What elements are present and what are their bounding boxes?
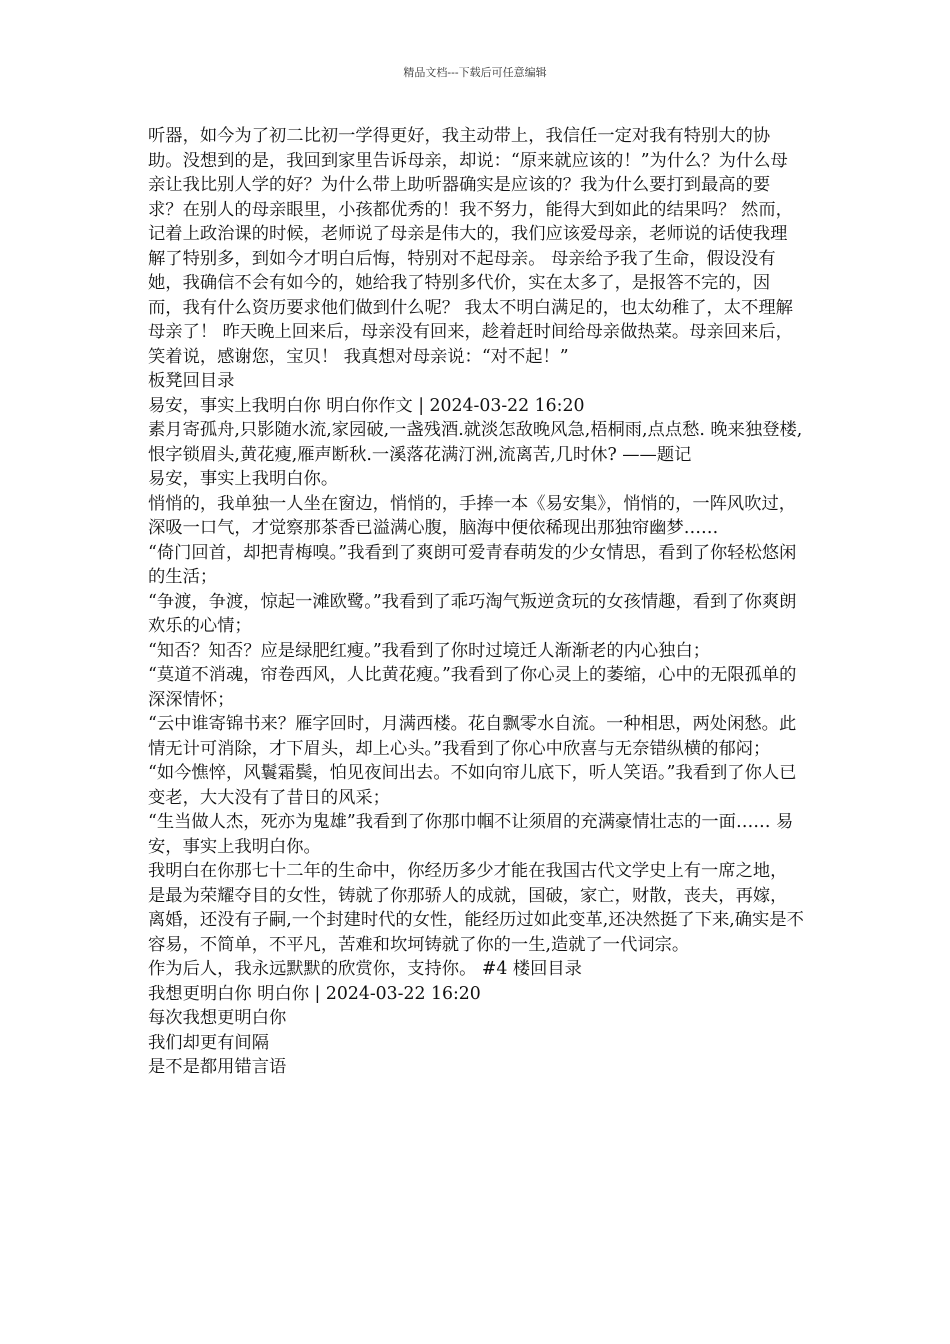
quote-paragraph: “生当做人杰，死亦为鬼雄”我看到了你那巾帼不让须眉的充满豪情壮志的一面…… 易安，事实上我明白你。 (148, 812, 794, 857)
quote-paragraph: “争渡，争渡，惊起一滩欧鹭。”我看到了乖巧淘气叛逆贪玩的女孩情趣，看到了你爽朗欢乐的心情； (148, 591, 797, 636)
page-header: 精品文档---下载后可任意编辑 (403, 66, 547, 79)
floor-back-to-toc-line: 作为后人，我永远默默的欣赏你，支持你。 #4 楼回目录 (148, 959, 582, 979)
quote-paragraph: “知否？知否？应是绿肥红瘦。”我看到了你时过境迁人渐渐老的内心独白； (148, 640, 711, 661)
paragraph: 我明白在你那七十二年的生命中，你经历多少才能在我国古代文学史上有一席之地，是最为荣耀夺目的女性，铸就了你那骄人的成就，国破，家亡，财散，丧夫，再嫁，离婚，还没有子嗣,一个封建时代的女性，能经历过如此变革,还决然挺了下来,确实是不容易，不简单，不平凡，苦难和坎坷铸就了你的一生,造就了一代词宗。 (148, 861, 804, 955)
poem-line: 是不是都用错言语 (148, 1057, 287, 1077)
article-title-line: 我想更明白你 明白你 | 2024-03-22 16:20 (148, 983, 481, 1004)
epigraph-paragraph: 素月寄孤舟,只影随水流,家园破,一盏残酒.就淡怎敌晚风急,梧桐雨,点点愁. 晚来独登楼,恨字锁眉头,黄花瘦,雁声断秋.一溪落花满汀洲,流离苦,几时休? ——题记 (148, 420, 803, 465)
quote-paragraph: “莫道不消魂，帘卷西风，人比黄花瘦。”我看到了你心灵上的萎缩，心中的无限孤单的深深情怀； (148, 665, 797, 710)
poem-line: 每次我想更明白你 (148, 1008, 287, 1028)
paragraph: 悄悄的，我单独一人坐在窗边，悄悄的，手捧一本《易安集》，悄悄的，一阵风吹过，深吸一口气，才觉察那茶香已溢满心腹，脑海中便依稀现出那独帘幽梦…… (148, 493, 797, 538)
paragraph: 易安，事实上我明白你。 (148, 469, 339, 489)
paragraph-mother-essay: 听器，如今为了初二比初一学得更好，我主动带上，我信任一定对我有特别大的协助。没想到的是，我回到家里告诉母亲，却说：“原来就应该的！”为什么？为什么母亲让我比别人学的好？为什么带上助听器确实是应该的？我为什么要打到最高的要求？在别人的母亲眼里，小孩都优秀的！我不努力，能得大到如此的结果吗？ 然而，记着上政治课的时候，老师说了母亲是伟大的，我们应该爱母亲，老师说的话使我理解了特别多，到如今才明白后悔，特别对不起母亲。 母亲给予我了生命，假设没有她，我确信不会有如今的，她给我了特别多代价，实在太多了，是报答不完的，因而，我有什么资历要求他们做到什么呢？ 我太不明白满足的，也太幼稚了，太不理解母亲了！ 昨天晚上回来后，母亲没有回来，趁着赶时间给母亲做热菜。母亲回来后，笑着说，感谢您，宝贝！ 我真想对母亲说：“对不起！” (148, 126, 793, 367)
poem-line: 我们却更有间隔 (148, 1032, 269, 1053)
quote-paragraph: “倚门回首，却把青梅嗅。”我看到了爽朗可爱青春萌发的少女情思，看到了你轻松悠闲的生活； (148, 542, 797, 587)
article-title-line: 易安，事实上我明白你 明白你作文 | 2024-03-22 16:20 (148, 395, 585, 416)
quote-paragraph: “云中谁寄锦书来？雁字回时，月满西楼。花自飘零水自流。一种相思，两处闲愁。此情无计可消除，才下眉头，却上心头。”我看到了你心中欣喜与无奈错纵横的郁闷； (148, 714, 797, 759)
back-to-toc-line: 板凳回目录 (148, 371, 235, 391)
document-body (148, 124, 804, 1080)
quote-paragraph: “如今憔悴，风鬟霜鬓，怕见夜间出去。不如向帘儿底下，听人笑语。”我看到了你人已变老，大大没有了昔日的风采； (148, 763, 797, 808)
